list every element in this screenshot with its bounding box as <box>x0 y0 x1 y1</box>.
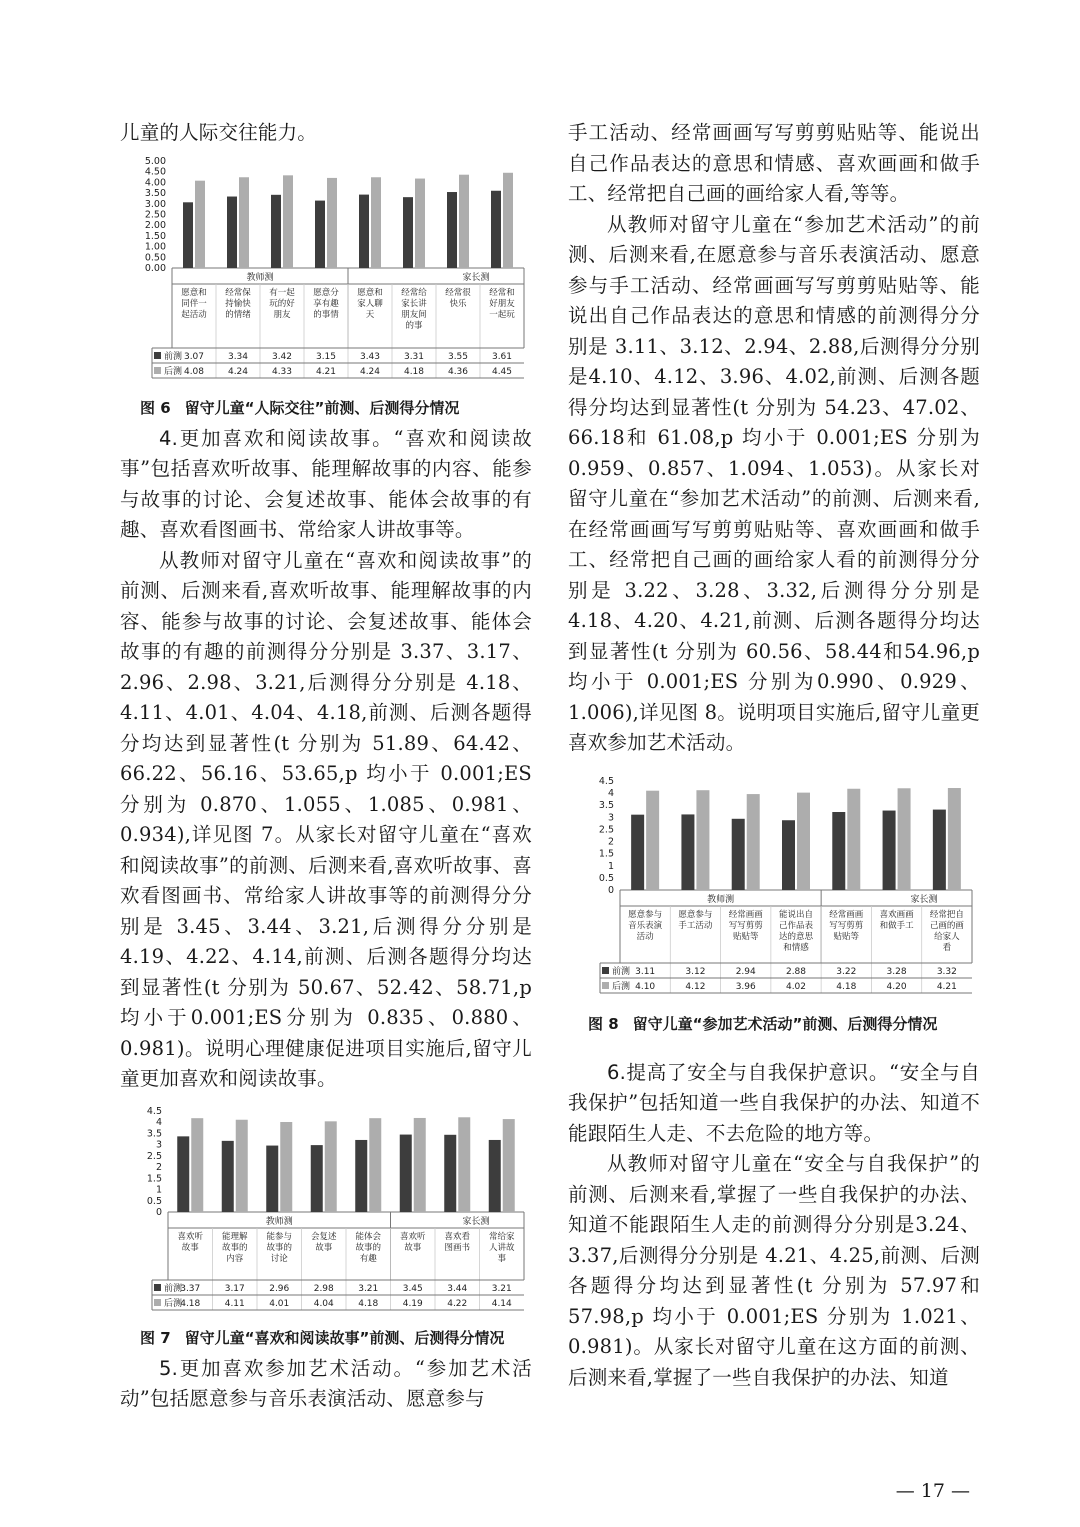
bar-post <box>948 788 961 890</box>
category-label: 图画书 <box>444 1242 471 1253</box>
bar-pre <box>631 814 644 889</box>
category-label: 能体会 <box>355 1231 382 1242</box>
category-label: 经常画画 <box>829 909 864 920</box>
data-value-label: 3.42 <box>271 351 293 362</box>
category-label: 经常和 <box>489 287 515 298</box>
y-tick-label: 3.5 <box>146 1127 162 1139</box>
y-tick-label: 0.5 <box>146 1195 162 1207</box>
intro-paragraph: 儿童的人际交往能力。 <box>120 121 318 144</box>
bar-pre <box>489 1139 501 1211</box>
y-tick-label: 3.5 <box>598 799 614 811</box>
bar-post <box>797 792 810 889</box>
data-value-label: 4.21 <box>936 981 957 992</box>
legend-label: 前测 <box>164 1283 183 1294</box>
data-value-label: 3.12 <box>685 966 706 977</box>
data-value-label: 4.04 <box>313 1298 334 1309</box>
data-value-label: 3.37 <box>180 1283 201 1294</box>
category-label: 喜欢看 <box>444 1231 471 1242</box>
bar-post <box>195 180 205 267</box>
y-tick-label: 4.5 <box>598 775 614 787</box>
figure-7 <box>120 1097 532 1348</box>
bar-pre <box>315 200 325 267</box>
bar-post <box>325 1121 337 1212</box>
data-value-label: 4.11 <box>224 1298 245 1309</box>
data-value-label: 4.45 <box>491 366 513 377</box>
bar-pre <box>359 194 369 267</box>
data-value-label: 4.22 <box>447 1298 468 1309</box>
category-label: 经常很 <box>445 287 471 298</box>
y-tick-label: 3 <box>607 811 614 823</box>
category-label: 的事 <box>405 320 423 331</box>
bar-pre <box>222 1140 234 1211</box>
y-tick-label: 1.5 <box>598 848 614 860</box>
bar-pre <box>491 190 501 267</box>
y-tick-label: 1 <box>607 860 614 872</box>
section-6-body: 从教师对留守儿童在“安全与自我保护”的前测、后测来看,掌握了一些自我保护的办法、知道不能跟陌生人走的前测得分分别是3.24、3.37,后测得分分别是 4.21、4.25,前测、后测各题得分均达到显著性(t 分别为 57.97和 57.98,p 均小于 0.001;ES 分别为 1.021、0.981)。从家长对留守儿童在这方面的前测、后测来看,掌握了一些自我保护的办法、知道 <box>568 1152 980 1389</box>
bar-pre <box>681 814 694 890</box>
category-label: 愿意和 <box>181 287 207 298</box>
legend-label: 后测 <box>164 366 183 377</box>
bar-post <box>696 790 709 890</box>
bar-post <box>327 177 337 267</box>
bar-post <box>239 177 249 268</box>
data-value-label: 2.88 <box>785 966 807 977</box>
category-label: 贴贴等 <box>732 931 759 942</box>
right-column <box>568 118 980 1393</box>
y-tick-label: 1.00 <box>144 241 166 253</box>
bar-post <box>503 172 513 267</box>
category-label: 有一起 <box>269 287 295 298</box>
group-label: 教师测 <box>707 894 735 905</box>
bar-pre <box>447 192 457 268</box>
data-value-label: 3.44 <box>447 1283 468 1294</box>
data-value-label: 4.14 <box>491 1298 512 1309</box>
figure-7-title: 留守儿童“喜欢和阅读故事”前测、后测得分情况 <box>184 1328 505 1347</box>
bar-pre <box>400 1134 412 1211</box>
y-tick-label: 1 <box>155 1184 162 1196</box>
section-5-heading: 5.更加喜欢参加艺术活动。 <box>159 1356 415 1380</box>
data-value-label: 3.28 <box>886 966 907 977</box>
category-label: 活动 <box>636 931 654 942</box>
y-tick-label: 3.00 <box>144 198 166 210</box>
data-value-label: 3.31 <box>403 351 425 362</box>
category-label: 天 <box>365 309 375 320</box>
figure-7-chart <box>120 1097 532 1319</box>
figure-6-title: 留守儿童“人际交往”前测、后测得分情况 <box>184 398 460 417</box>
y-tick-label: 2.5 <box>598 823 614 835</box>
data-value-label: 3.21 <box>358 1283 379 1294</box>
category-label: 会复述 <box>310 1231 337 1242</box>
legend-swatch-pre <box>602 967 609 974</box>
category-label: 快乐 <box>449 298 467 309</box>
bar-post <box>747 794 760 890</box>
data-value-label: 3.61 <box>491 351 513 362</box>
figure-8-chart <box>568 769 980 997</box>
y-tick-label: 2 <box>155 1161 162 1173</box>
category-label: 故事 <box>181 1242 199 1253</box>
y-tick-label: 1.50 <box>144 230 166 242</box>
group-label: 家长测 <box>462 1216 490 1227</box>
data-value-label: 4.18 <box>836 981 857 992</box>
category-label: 起活动 <box>181 309 207 320</box>
category-label: 故事的 <box>355 1242 382 1253</box>
figure-6-chart <box>120 151 532 389</box>
category-label: 和做手工 <box>879 920 914 931</box>
left-column <box>120 118 532 1415</box>
page-number: — 17 — <box>895 1480 970 1502</box>
category-label: 能说出自 <box>778 909 814 920</box>
y-tick-label: 5.00 <box>144 155 166 167</box>
data-value-label: 4.24 <box>359 366 381 377</box>
data-value-label: 4.33 <box>271 366 293 377</box>
category-label: 故事的 <box>266 1242 293 1253</box>
category-label: 讨论 <box>270 1253 288 1264</box>
bar-post <box>283 175 293 268</box>
data-value-label: 3.15 <box>315 351 337 362</box>
bar-post <box>280 1121 292 1211</box>
group-label: 家长测 <box>910 894 938 905</box>
data-value-label: 2.96 <box>269 1283 290 1294</box>
section-5-body: 从教师对留守儿童在“参加艺术活动”的前测、后测来看,在愿意参与音乐表演活动、愿意参与手工活动、经常画画写写剪剪贴贴等、能说出自己作品表达的意思和情感的前测得分分别是 3.11、3.12、2.94、2.88,后测得分分别是4.10、4.12、3.96、4.02,前测、后测各题得分均达到显著性(t 分别为 54.23、47.02、66.18和 61.08,p 均小于 0.001;ES 分别为 0.959、0.857、1.094、1.053)。从家长对留守儿童在“参加艺术活动”的前测、后测来看,在经常画画写写剪剪贴贴等、喜欢画画和做手工、经常把自己画的画给家人看的前测得分分别是 3.22、3.28、3.32,后测得分分别是 4.18、4.20、4.21,前测、后测各题得分均达到显著性(t 分别为 60.56、58.44和54.96,p 均小于 0.001;ES 分别为0.990、0.929、1.006),详见图 8。说明项目实施后,留守儿童更喜欢参加艺术活动。 <box>568 212 980 754</box>
figure-8 <box>568 769 980 1034</box>
category-label: 写写剪剪 <box>829 920 864 931</box>
category-label: 朋友间 <box>401 309 427 320</box>
y-tick-label: 0 <box>155 1206 162 1218</box>
y-tick-label: 0.00 <box>144 262 166 274</box>
category-label: 喜欢画画 <box>879 909 914 920</box>
bar-pre <box>311 1145 323 1212</box>
data-value-label: 3.55 <box>447 351 469 362</box>
data-value-label: 3.96 <box>735 981 756 992</box>
figure-8-caption <box>588 1013 980 1034</box>
data-value-label: 4.18 <box>180 1298 201 1309</box>
data-value-label: 3.17 <box>224 1283 245 1294</box>
bar-pre <box>355 1139 367 1211</box>
y-tick-label: 4 <box>155 1116 162 1128</box>
category-label: 愿意参与 <box>678 909 713 920</box>
category-label: 持愉快 <box>225 298 251 309</box>
category-label: 常给家 <box>488 1231 515 1242</box>
section-5-intro-text: “参加艺术活动”包括愿意参与音乐表演活动、愿意参与 <box>120 1356 532 1410</box>
data-value-label: 4.18 <box>358 1298 379 1309</box>
bar-pre <box>933 809 946 889</box>
category-label: 经常把自 <box>929 909 964 920</box>
bar-post <box>415 178 425 267</box>
y-tick-label: 2.00 <box>144 219 166 231</box>
figure-8-number: 图 8 <box>588 1014 619 1033</box>
category-label: 给家人 <box>934 931 960 942</box>
data-value-label: 4.08 <box>183 366 205 377</box>
category-label: 事 <box>497 1253 507 1264</box>
category-label: 内容 <box>226 1253 244 1264</box>
data-value-label: 4.01 <box>269 1298 290 1309</box>
figure-7-number: 图 7 <box>140 1328 171 1347</box>
y-tick-label: 0.5 <box>598 872 614 884</box>
data-value-label: 4.36 <box>447 366 469 377</box>
data-value-label: 4.12 <box>685 981 706 992</box>
category-label: 贴贴等 <box>833 931 860 942</box>
figure-7-caption <box>140 1327 532 1348</box>
section-6-heading: 6.提高了安全与自我保护意识。 <box>607 1060 890 1084</box>
section-4-body: 从教师对留守儿童在“喜欢和阅读故事”的前测、后测来看,喜欢听故事、能理解故事的内容、能参与故事的讨论、会复述故事、能体会故事的有趣的前测得分分别是 3.37、3.17、2.96、2.98、3.21,后测得分分别是 4.18、4.11、4.01、4.04、4.18,前测、后测各题得分均达到显著性(t 分别为 51.89、64.42、66.22、56.16、53.65,p 均小于 0.001;ES 分别为 0.870、1.055、1.085、0.981、0.934),详见图 7。从家长对留守儿童在“喜欢和阅读故事”的前测、后测来看,喜欢听故事、喜欢看图画书、常给家人讲故事等的前测得分分别是 3.45、3.44、3.21,后测得分分别是 4.19、4.22、4.14,前测、后测各题得分均达到显著性(t 分别为 50.67、52.42、58.71,p 均小于0.001;ES分别为 0.835、0.880、0.981)。说明心理健康促进项目实施后,留守儿童更加喜欢和阅读故事。 <box>120 548 532 1090</box>
y-tick-label: 1.5 <box>146 1172 162 1184</box>
bar-post <box>414 1117 426 1211</box>
category-label: 经常画画 <box>728 909 763 920</box>
data-value-label: 3.34 <box>227 351 249 362</box>
bar-post <box>369 1118 381 1212</box>
legend-swatch-pre <box>154 1284 161 1291</box>
section-4-intro <box>120 424 532 546</box>
legend-label: 前测 <box>164 351 183 362</box>
data-value-label: 3.32 <box>936 966 957 977</box>
y-tick-label: 0.50 <box>144 251 166 263</box>
section-4-intro-text: “喜欢和阅读故事”包括喜欢听故事、能理解故事的内容、能参与故事的讨论、会复述故事、能体会故事的有趣、喜欢看图画书、常给家人讲故事等。 <box>120 426 532 541</box>
data-value-label: 3.22 <box>836 966 857 977</box>
data-value-label: 3.43 <box>359 351 381 362</box>
bar-post <box>458 1117 470 1212</box>
bar-post <box>236 1119 248 1211</box>
y-tick-label: 2.5 <box>146 1150 162 1162</box>
category-label: 能参与 <box>266 1231 293 1242</box>
figure-6 <box>120 151 532 418</box>
category-label: 己作品表 <box>778 920 814 931</box>
figure-8-title: 留守儿童“参加艺术活动”前测、后测得分情况 <box>632 1014 938 1033</box>
bar-post <box>646 790 659 889</box>
legend-swatch-post <box>154 367 161 374</box>
bar-pre <box>782 820 795 890</box>
category-label: 经常保 <box>225 287 251 298</box>
group-label: 教师测 <box>246 272 274 283</box>
category-label: 愿意参与 <box>628 909 663 920</box>
y-tick-label: 2 <box>607 836 614 848</box>
data-value-label: 2.94 <box>735 966 756 977</box>
bar-pre <box>227 196 237 267</box>
y-tick-label: 4.5 <box>146 1105 162 1117</box>
data-value-label: 3.07 <box>183 351 205 362</box>
category-label: 好朋友 <box>489 298 515 309</box>
data-value-label: 4.20 <box>886 981 907 992</box>
y-tick-label: 3.50 <box>144 187 166 199</box>
y-tick-label: 4 <box>607 787 614 799</box>
category-label: 己画的画 <box>929 920 964 931</box>
legend-label: 后测 <box>612 981 631 992</box>
category-label: 经常给 <box>401 287 427 298</box>
group-label: 家长测 <box>462 272 490 283</box>
data-value-label: 4.21 <box>315 366 337 377</box>
data-value-label: 4.19 <box>402 1298 423 1309</box>
category-label: 能理解 <box>221 1231 248 1242</box>
bar-pre <box>271 194 281 267</box>
category-label: 享有趣 <box>313 298 339 309</box>
bar-pre <box>266 1145 278 1211</box>
y-tick-label: 0 <box>607 884 614 896</box>
section-6-intro-text: “安全与自我保护”包括知道一些自我保护的办法、知道不能跟陌生人走、不去危险的地方等。 <box>568 1060 980 1145</box>
y-tick-label: 3 <box>155 1139 162 1151</box>
bar-pre <box>732 818 745 889</box>
bar-pre <box>883 810 896 889</box>
bar-post <box>847 788 860 889</box>
legend-label: 后测 <box>164 1298 183 1309</box>
bar-pre <box>444 1134 456 1211</box>
bar-post <box>191 1118 203 1212</box>
category-label: 达的意思 <box>778 931 814 942</box>
data-value-label: 2.98 <box>313 1283 334 1294</box>
data-value-label: 3.11 <box>635 966 656 977</box>
category-label: 家长讲 <box>401 298 427 309</box>
category-label: 有趣 <box>359 1253 377 1264</box>
bar-post <box>898 788 911 890</box>
category-label: 和情感 <box>783 942 809 953</box>
data-value-label: 3.21 <box>491 1283 512 1294</box>
category-label: 手工活动 <box>678 920 713 931</box>
category-label: 故事 <box>404 1242 422 1253</box>
category-label: 故事 <box>315 1242 333 1253</box>
y-tick-label: 4.00 <box>144 176 166 188</box>
category-label: 人讲故 <box>488 1242 515 1253</box>
category-label: 音乐表演 <box>628 920 663 931</box>
category-label: 家人聊 <box>357 298 383 309</box>
section-5-intro <box>120 1354 532 1415</box>
section-5-continued: 手工活动、经常画画写写剪剪贴贴等、能说出自己作品表达的意思和情感、喜欢画画和做手工、经常把自己画的画给家人看,等等。 <box>568 121 980 205</box>
category-label: 愿意分 <box>313 287 339 298</box>
category-label: 喜欢听 <box>399 1231 426 1242</box>
legend-swatch-post <box>602 982 609 989</box>
figure-6-number: 图 6 <box>140 398 171 417</box>
category-label: 愿意和 <box>357 287 383 298</box>
category-label: 一起玩 <box>489 309 515 320</box>
bar-pre <box>832 812 845 890</box>
data-value-label: 4.02 <box>785 981 807 992</box>
y-tick-label: 4.50 <box>144 166 166 178</box>
group-label: 教师测 <box>265 1216 293 1227</box>
legend-label: 前测 <box>612 966 631 977</box>
legend-swatch-pre <box>154 352 161 359</box>
section-4-heading: 4.更加喜欢和阅读故事。 <box>159 426 394 450</box>
category-label: 写写剪剪 <box>728 920 763 931</box>
section-6-intro <box>568 1058 980 1150</box>
bar-pre <box>403 197 413 268</box>
data-value-label: 3.45 <box>402 1283 423 1294</box>
data-value-label: 4.18 <box>403 366 425 377</box>
bar-post <box>503 1119 515 1212</box>
y-tick-label: 2.50 <box>144 209 166 220</box>
legend-swatch-post <box>154 1299 161 1306</box>
category-label: 的事情 <box>313 309 339 320</box>
category-label: 看 <box>942 942 952 953</box>
bar-pre <box>183 202 193 268</box>
category-label: 同伴一 <box>181 298 207 309</box>
bar-post <box>459 174 469 267</box>
figure-6-caption <box>140 397 532 418</box>
category-label: 朋友 <box>273 309 291 320</box>
category-label: 故事的 <box>221 1242 248 1253</box>
bar-post <box>371 177 381 268</box>
data-value-label: 4.10 <box>635 981 656 992</box>
bar-pre <box>177 1136 189 1212</box>
category-label: 的情绪 <box>225 309 251 320</box>
data-value-label: 4.24 <box>227 366 249 377</box>
category-label: 喜欢听 <box>177 1231 204 1242</box>
category-label: 玩的好 <box>269 298 295 309</box>
